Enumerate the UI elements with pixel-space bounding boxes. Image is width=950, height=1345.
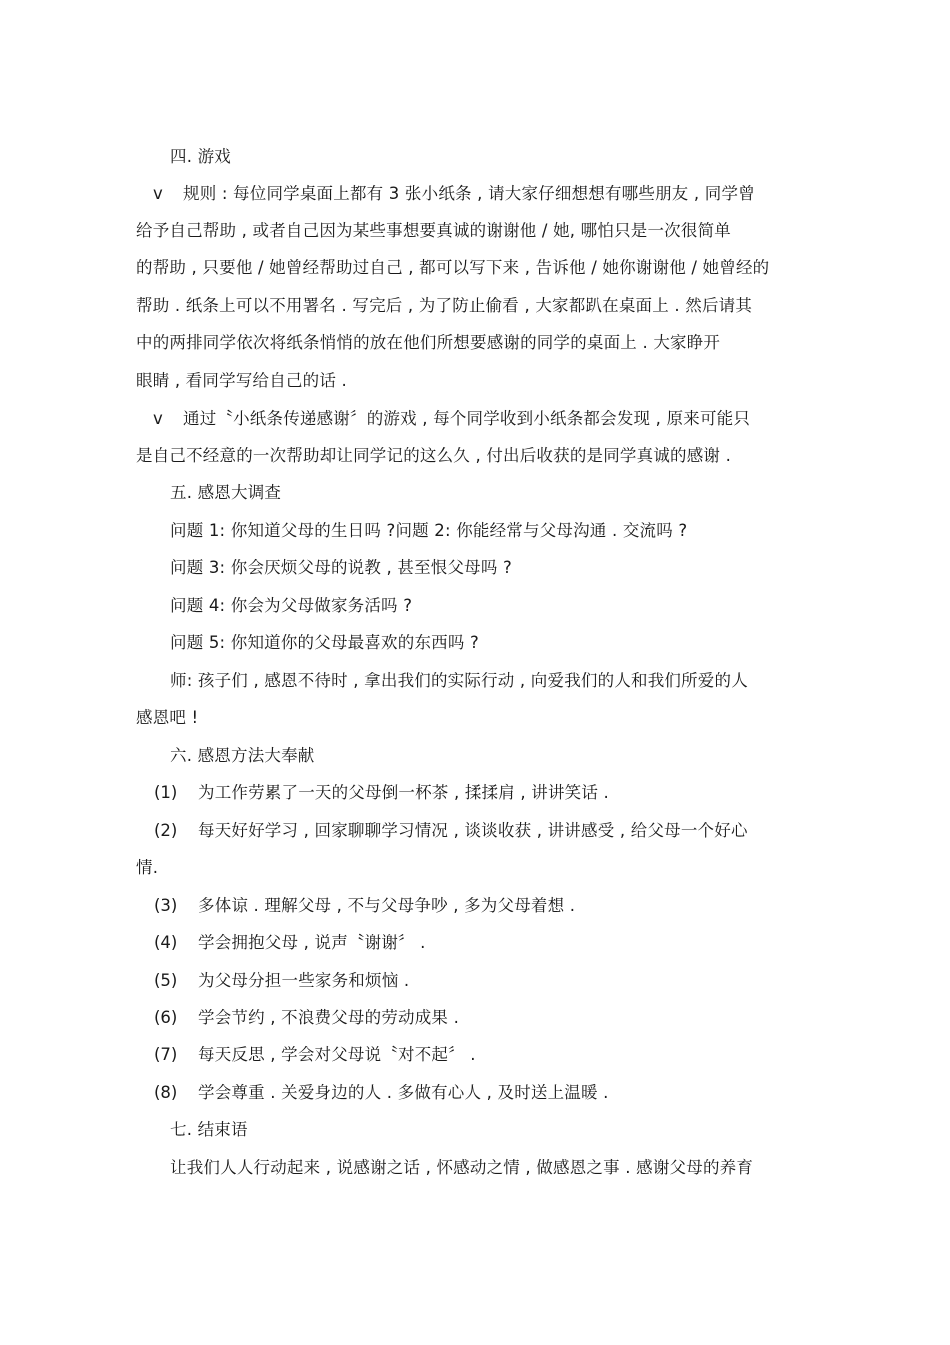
survey-question: 问题 3: 你会厌烦父母的说教 , 甚至恨父母吗 ?: [170, 558, 512, 577]
list-item-continuation: 情.: [136, 858, 159, 877]
list-number: (2): [154, 821, 178, 840]
paragraph-line: 通过〝小纸条传递感谢〞的游戏 , 每个同学收到小纸条都会发现 , 原来可能只: [183, 409, 751, 428]
list-item: 学会节约 , 不浪费父母的劳动成果 .: [198, 1008, 460, 1027]
paragraph-line: 给予自己帮助 , 或者自己因为某些事想要真诚的谢谢他 / 她, 哪怕只是一次很简单: [136, 221, 731, 240]
paragraph-line: 眼睛 , 看同学写给自己的话 .: [136, 371, 347, 390]
list-item: 为父母分担一些家务和烦恼 .: [198, 971, 410, 990]
list-item: 学会尊重 . 关爱身边的人 . 多做有心人 , 及时送上温暖 .: [198, 1083, 609, 1102]
teacher-line: 感恩吧 !: [136, 708, 199, 727]
section-6-title: 六. 感恩方法大奉献: [170, 746, 315, 765]
paragraph-line: 的帮助 , 只要他 / 她曾经帮助过自己 , 都可以写下来 , 告诉他 / 她你谢谢他 / 她曾经的: [136, 258, 770, 277]
survey-question: 问题 4: 你会为父母做家务活吗 ?: [170, 596, 413, 615]
list-number: (7): [154, 1045, 178, 1064]
survey-question: 问题 1: 你知道父母的生日吗 ?问题 2: 你能经常与父母沟通 . 交流吗 ?: [170, 521, 688, 540]
paragraph-line: 规则 : 每位同学桌面上都有 3 张小纸条 , 请大家仔细想想有哪些朋友 , 同学曾: [183, 184, 755, 203]
list-item: 学会拥抱父母 , 说声〝谢谢〞 .: [198, 933, 426, 952]
paragraph-line: 中的两排同学依次将纸条悄悄的放在他们所想要感谢的同学的桌面上 . 大家睁开: [136, 333, 721, 352]
section-4-title: 四. 游戏: [170, 147, 231, 166]
list-number: (8): [154, 1083, 178, 1102]
list-item: 每天好好学习 , 回家聊聊学习情况 , 谈谈收获 , 讲讲感受 , 给父母一个好心: [198, 821, 748, 840]
list-number: (1): [154, 783, 178, 802]
teacher-line: 师: 孩子们 , 感恩不待时 , 拿出我们的实际行动 , 向爱我们的人和我们所爱的人: [170, 671, 748, 690]
section-5-title: 五. 感恩大调查: [170, 483, 282, 502]
list-number: (6): [154, 1008, 178, 1027]
bullet-mark: v: [153, 409, 163, 428]
section-7-title: 七. 结束语: [170, 1120, 248, 1139]
paragraph-line: 是自己不经意的一次帮助却让同学记的这么久 , 付出后收获的是同学真诚的感谢 .: [136, 446, 732, 465]
list-item: 每天反思 , 学会对父母说〝对不起〞 .: [198, 1045, 476, 1064]
list-number: (5): [154, 971, 178, 990]
list-item: 为工作劳累了一天的父母倒一杯茶 , 揉揉肩 , 讲讲笑话 .: [198, 783, 609, 802]
list-number: (3): [154, 896, 178, 915]
list-item: 多体谅 . 理解父母 , 不与父母争吵 , 多为父母着想 .: [198, 896, 576, 915]
paragraph-line: 帮助 . 纸条上可以不用署名 . 写完后 , 为了防止偷看 , 大家都趴在桌面上 . 然后请其: [136, 296, 753, 315]
bullet-mark: v: [153, 184, 163, 203]
survey-question: 问题 5: 你知道你的父母最喜欢的东西吗 ?: [170, 633, 479, 652]
list-number: (4): [154, 933, 178, 952]
closing-line: 让我们人人行动起来 , 说感谢之话 , 怀感动之情 , 做感恩之事 . 感谢父母的养育: [170, 1158, 754, 1177]
